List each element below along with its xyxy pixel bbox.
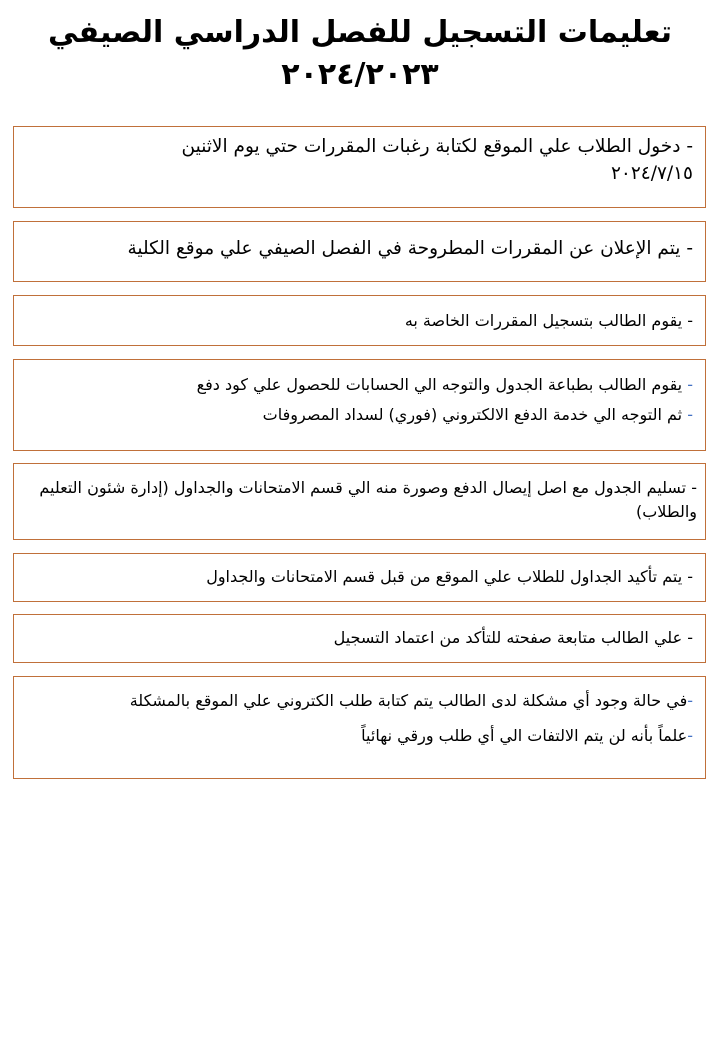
instruction-4-line-2: ثم التوجه الي خدمة الدفع الالكتروني (فوري) لسداد المصروفات: [262, 405, 688, 424]
instruction-4-row-2: [26, 403, 693, 427]
instruction-box-3: [13, 295, 706, 346]
instruction-2-text: - يتم الإعلان عن المقررات المطروحة في الفصل الصيفي علي موقع الكلية: [127, 238, 693, 259]
instruction-8-row-1: [26, 689, 693, 713]
instruction-5-text: - تسليم الجدول مع اصل إيصال الدفع وصورة منه الي قسم الامتحانات والجداول (إدارة شئون التعليم والطلاب): [39, 478, 697, 521]
bullet-dash: -: [687, 375, 693, 394]
instruction-3-text: - يقوم الطالب بتسجيل المقررات الخاصة به: [404, 311, 693, 330]
instruction-1-line-1: - دخول الطلاب علي الموقع لكتابة رغبات المقررات حتي يوم الاثنين: [181, 136, 693, 157]
instruction-box-6: [13, 553, 706, 602]
instruction-box-4: [13, 359, 706, 451]
instruction-7-text: - علي الطالب متابعة صفحته للتأكد من اعتماد التسجيل: [333, 628, 693, 647]
instruction-box-2: [13, 221, 706, 282]
instruction-box-5: [13, 463, 706, 540]
title-line-2: ٢٠٢٤/٢٠٢٣: [281, 57, 439, 92]
instruction-4-row-1: [26, 373, 693, 397]
instruction-8-line-1: في حالة وجود أي مشكلة لدى الطالب يتم كتابة طلب الكتروني علي الموقع بالمشكلة: [129, 691, 688, 710]
bullet-dash: -: [687, 726, 693, 745]
instruction-8-row-2: [26, 724, 693, 748]
instruction-4-line-1: يقوم الطالب بطباعة الجدول والتوجه الي الحسابات للحصول علي كود دفع: [196, 375, 688, 394]
instruction-box-8: [13, 676, 706, 779]
instruction-box-1: [13, 126, 706, 208]
title-line-1: تعليمات التسجيل للفصل الدراسي الصيفي: [48, 15, 672, 50]
page-title: [0, 12, 720, 96]
bullet-dash: -: [687, 691, 693, 710]
instruction-box-7: [13, 614, 706, 663]
instruction-8-line-2: علماً بأنه لن يتم الالتفات الي أي طلب ورقي نهائياً: [361, 726, 688, 745]
instruction-1-line-2: ٢٠٢٤/٧/١٥: [610, 163, 693, 184]
bullet-dash: -: [687, 405, 693, 424]
instruction-6-text: - يتم تأكيد الجداول للطلاب علي الموقع من قبل قسم الامتحانات والجداول: [206, 567, 693, 586]
